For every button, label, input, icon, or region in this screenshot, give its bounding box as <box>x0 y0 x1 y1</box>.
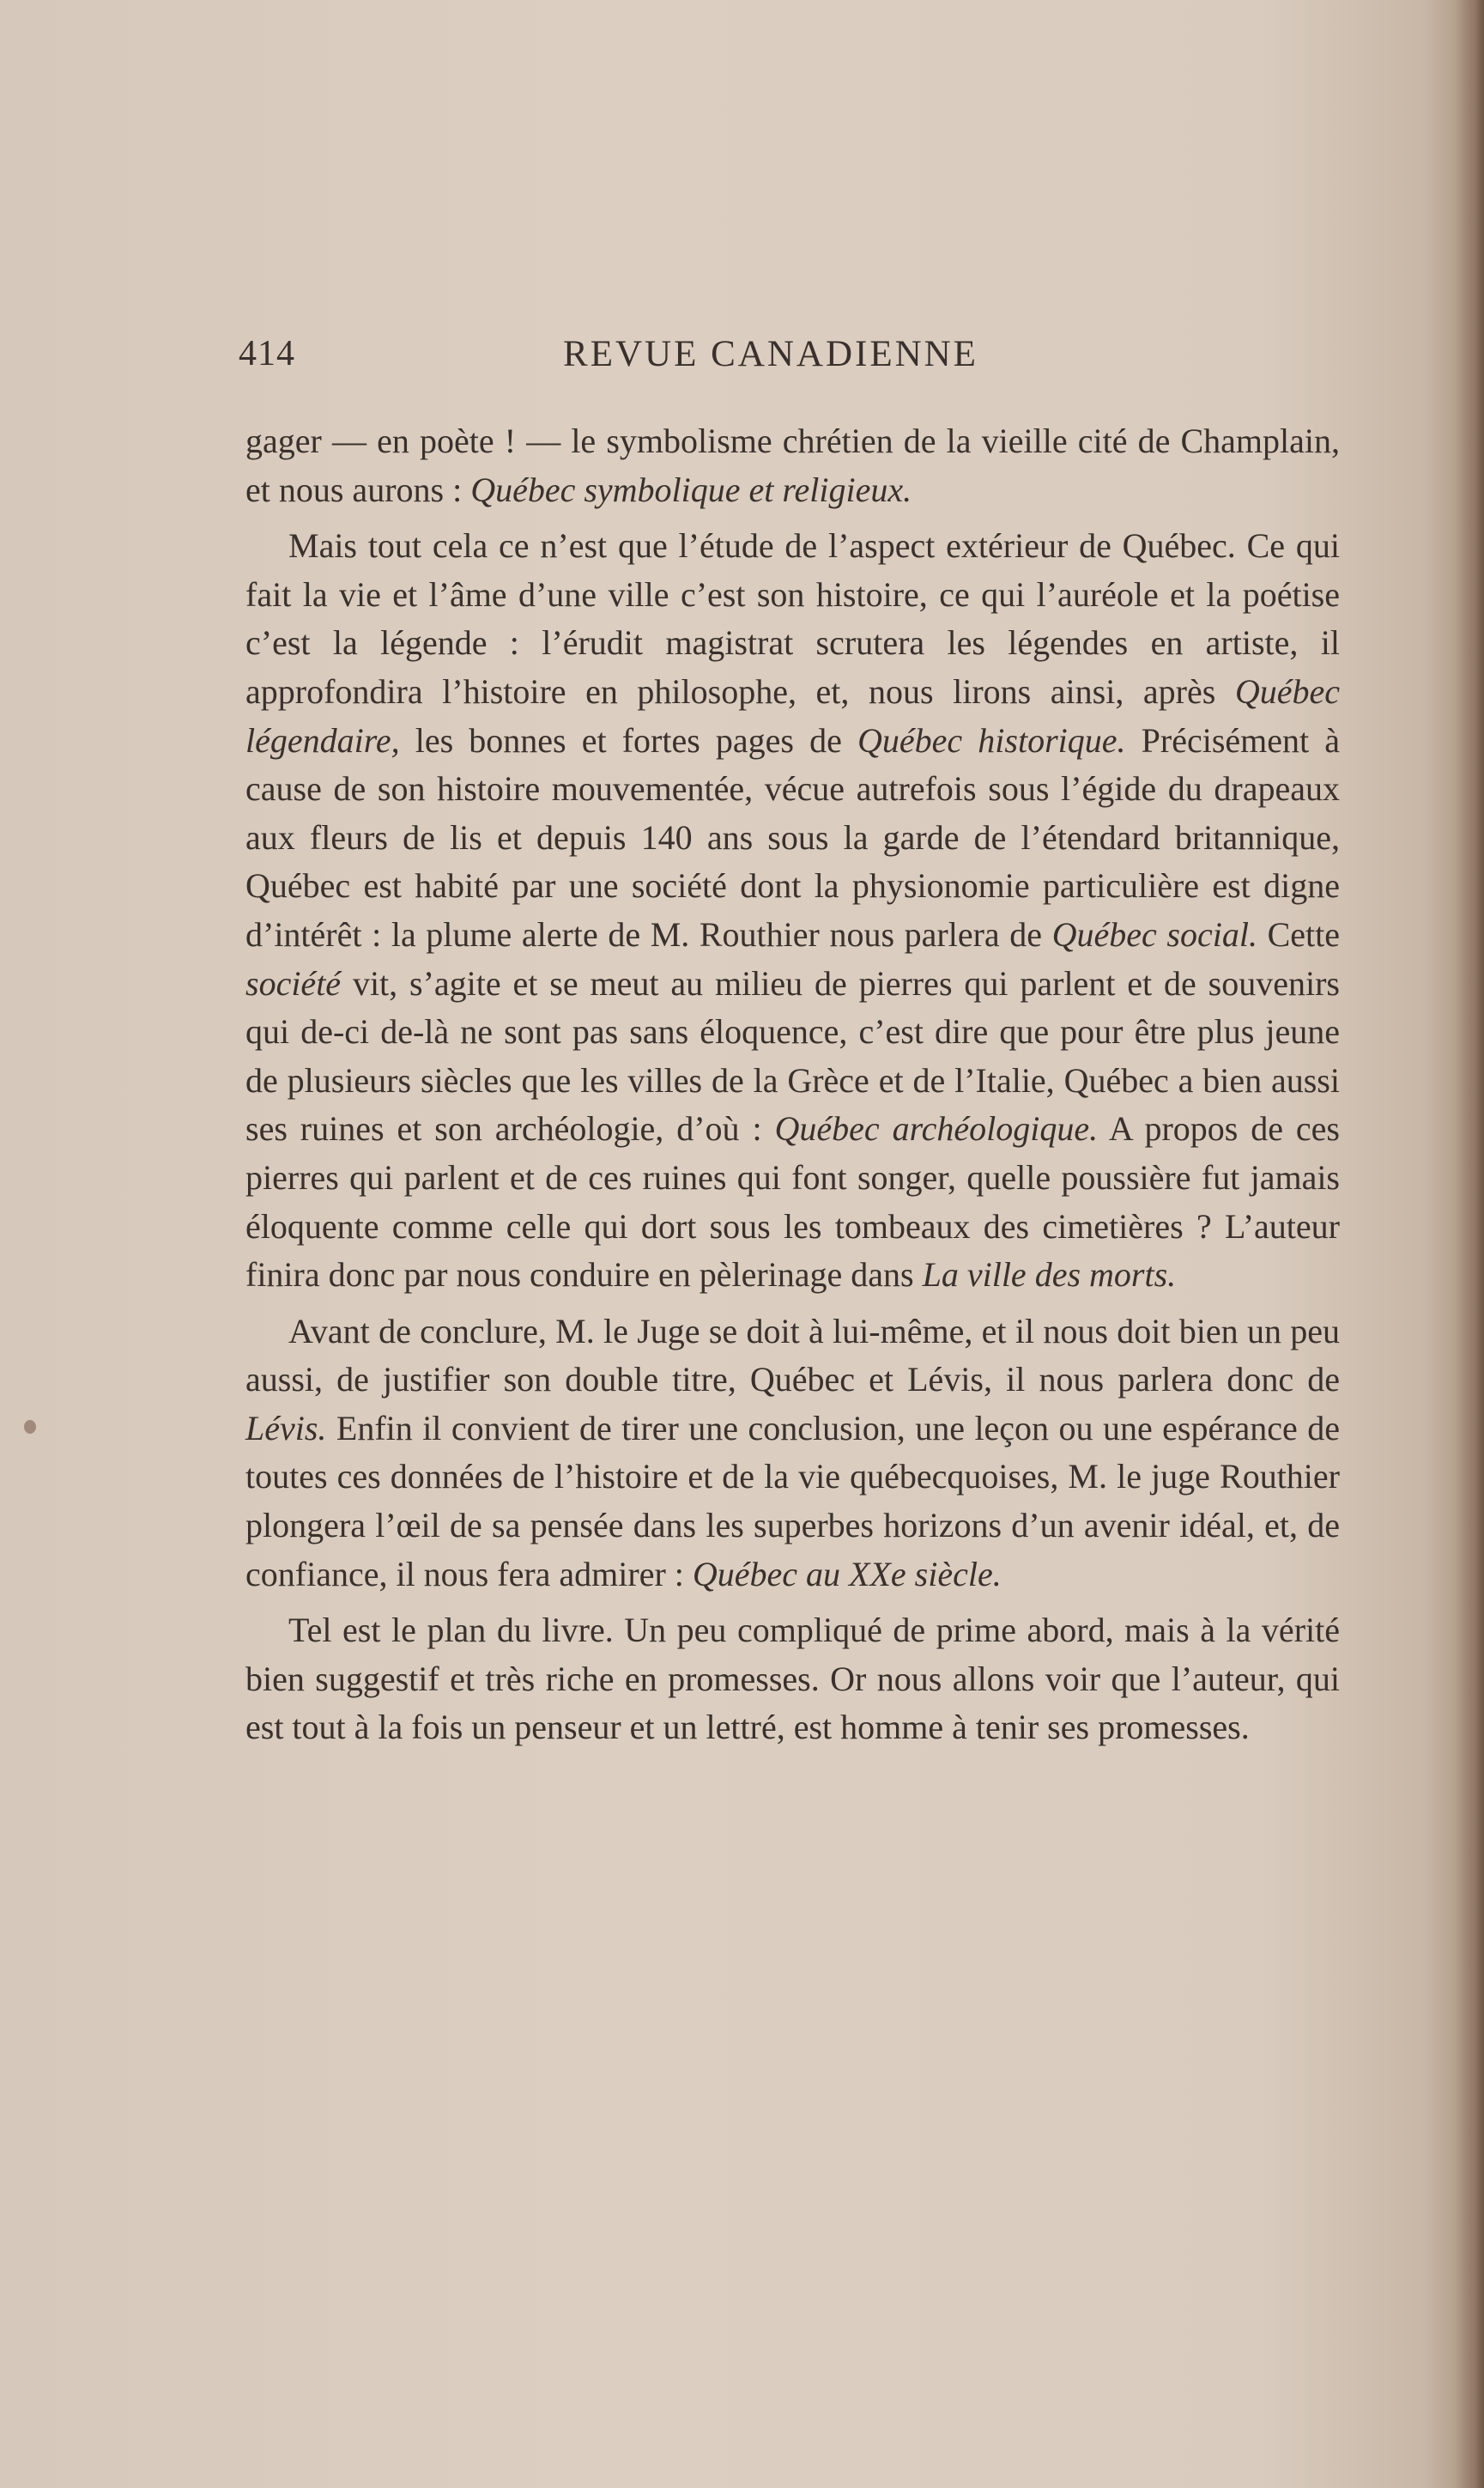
text-run: Cette <box>1257 914 1340 954</box>
running-title: REVUE CANADIENNE <box>563 334 978 374</box>
paragraph-4 <box>245 1606 1340 1752</box>
italic-title: Québec symbolique et religieux. <box>470 470 912 509</box>
italic-title: Québec archéologique. <box>774 1109 1099 1149</box>
paper-speck <box>24 1420 36 1434</box>
text-run: Tel est le plan du livre. Un peu compliqué de prime abord, mais à la vérité bien suggestif et très riche en promesses. Or nous allons voir que l’auteur, qui est tout à la fois un penseur et un lettré, est homme à tenir ses promesses. <box>245 1611 1340 1747</box>
italic-title: La ville des morts. <box>922 1255 1177 1295</box>
text-run: les bonnes et fortes pages de <box>399 720 857 760</box>
text-run: Mais tout cela ce n’est que l’étude de l’aspect extérieur de Québec. Ce qui fait la vie et l’âme d’une ville c’est son histoire, ce qui l’auréole et la poétise c’est la légende : l’érudit magistrat scrutera les légendes en artiste, il approfondira l’histoire en philosophe, et, nous lirons ainsi, après <box>245 526 1340 711</box>
italic-title: Québec social. <box>1051 914 1257 954</box>
paragraph-1 <box>245 417 1340 514</box>
paragraph-3 <box>245 1308 1340 1599</box>
page-header <box>239 333 1341 385</box>
text-run: Précisément à cause de son histoire mouvementée, vécue autrefois sous l’égide du drapeaux aux fleurs de lis et depuis 140 ans sous la garde de l’étendard britannique, Québec est habité par une société dont la physionomie particulière est digne d’intérêt : la plume alerte de M. Routhier nous parlera de <box>245 720 1341 954</box>
italic-title: Québec légendaire, <box>245 671 1340 760</box>
body-text <box>245 417 1340 1752</box>
italic-title: Québec au XXe siècle. <box>692 1554 1002 1593</box>
paragraph-2 <box>245 522 1340 1300</box>
page-number: 414 <box>239 334 295 373</box>
text-run: Avant de conclure, M. le Juge se doit à lui-même, et il nous doit bien un peu aussi, de justifier son double titre, Québec et Lévis, il nous parlera donc de <box>245 1311 1340 1399</box>
italic-title: Québec historique. <box>857 720 1126 760</box>
italic-title: Lévis. <box>245 1408 327 1447</box>
page-edge-shadow <box>1455 0 1484 2488</box>
italic-word: société <box>245 963 342 1003</box>
text-run: Enfin il convient de tirer une conclusion, une leçon ou une espérance de toutes ces données de l’histoire et de la vie québecquoises, M. le juge Routhier plongera l’œil de sa pensée dans les superbes horizons d’un avenir idéal, et, de confiance, il nous fera admirer : <box>245 1408 1340 1593</box>
text-run: vit, s’agite et se meut au milieu de pierres qui parlent et de souvenirs qui de-ci de-là ne sont pas sans éloquence, c’est dire que pour être plus jeune de plusieurs siècles que les villes de la Grèce et de l’Italie, Québec a bien aussi ses ruines et son archéologie, d’où : <box>245 963 1340 1149</box>
text-run: gager — en poète ! — le symbolisme chrétien de la vieille cité de Champlain, et nous aurons : <box>245 422 1340 509</box>
text-run: A propos de ces pierres qui parlent et de ces ruines qui font songer, quelle poussière fut jamais éloquente comme celle qui dort sous les tombeaux des cimetières ? L’auteur finira donc par nous conduire en pèlerinage dans <box>245 1109 1340 1295</box>
